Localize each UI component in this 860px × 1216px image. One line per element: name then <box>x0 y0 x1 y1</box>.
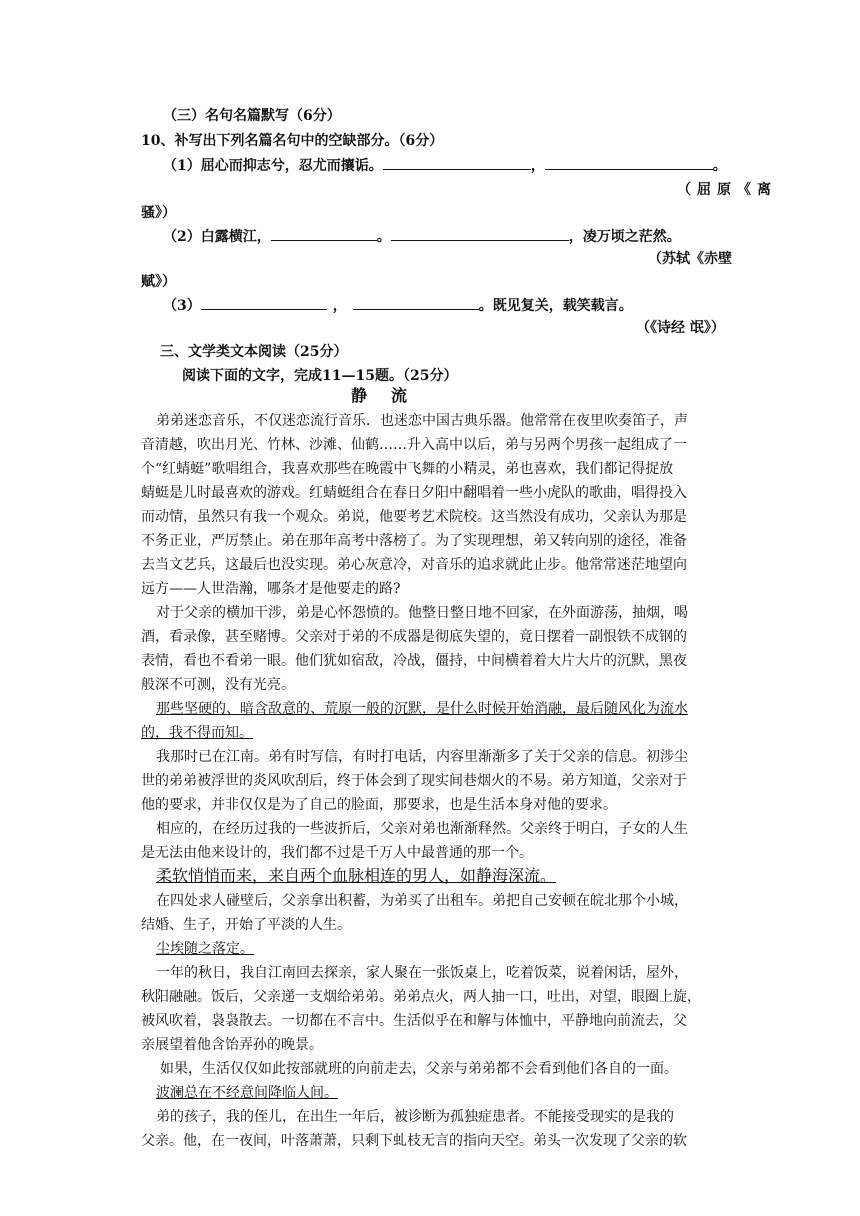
underlined-sentence: 柔软悄悄而来，来自两个血脉相连的男人，如静海深流。 <box>156 866 557 885</box>
article-line: 秋阳融融。饭后，父亲递一支烟给弟弟。弟弟点火，两人抽一口，吐出，对望，眼圈上旋， <box>141 989 701 1005</box>
article-line: 远方——人世浩瀚，哪条才是他要走的路? <box>141 581 401 597</box>
underlined-sentence: 的，我不得而知。 <box>141 725 253 741</box>
source-citation: 赋》） <box>141 274 176 290</box>
question-2 <box>163 226 681 247</box>
article-line: 他的要求，并非仅仅是为了自己的脸面，那要求，也是生活本身对他的要求。 <box>141 797 617 813</box>
question-1-text: （1）屈心而抑志兮，忍尤而攘诟。 <box>163 158 383 174</box>
underlined-sentence: 那些坚硬的、暗含敌意的、荒原一般的沉默，是什么时候开始消融，最后随风化为流水 <box>156 701 688 717</box>
article-line: 一年的秋日，我自江南回去探亲，家人聚在一张饭桌上，吃着饭菜，说着闲话，屋外， <box>156 965 688 981</box>
article-title: 静 流 <box>351 386 412 405</box>
article-line: 我那时已在江南。弟有时写信，有时打电话，内容里渐渐多了关于父亲的信息。初涉尘 <box>156 749 688 765</box>
source-citation: （苏轼《赤壁 <box>648 251 732 267</box>
article-line: 音清越，吹出月光、竹林、沙滩、仙鹤……升入高中以后，弟与另两个男孩一起组成了一 <box>141 437 687 453</box>
question-3 <box>163 295 633 316</box>
article-line: 去当文艺兵，这最后也没实现。弟心灰意冷，对音乐的追求就此止步。他常常迷茫地望向 <box>141 557 687 573</box>
article-line: 对于父亲的横加干涉，弟是心怀怨愤的。他整日整日地不回家，在外面游荡，抽烟，喝 <box>156 605 688 621</box>
section-heading: 三、文学类文本阅读（25分） <box>160 344 348 360</box>
section-heading: （三）名句名篇默写（6分） <box>163 108 341 124</box>
blank-separator: ， <box>530 158 545 174</box>
source-citation: （《诗经 氓》） <box>636 320 725 336</box>
answer-blank[interactable] <box>545 155 713 170</box>
article-line: 表情，看也不看弟一眼。他们犹如宿敌，冷战，僵持，中间横着着大片大片的沉默，黑夜 <box>141 653 687 669</box>
article-line: 亲展望着他含饴弄孙的晚景。 <box>141 1037 323 1053</box>
line-end: 。 <box>712 158 727 174</box>
article-line: 父亲。他，在一夜间，叶落萧萧，只剩下虬枝无言的指向天空。弟头一次发现了父亲的软 <box>141 1133 687 1149</box>
instruction-text: 阅读下面的文字，完成11—15题。（25分） <box>182 368 458 384</box>
article-line: 相应的，在经历过我的一些波折后，父亲对弟也渐渐释然。父亲终于明白，子女的人生 <box>156 821 688 837</box>
source-citation: 骚》） <box>141 205 176 221</box>
answer-blank[interactable] <box>353 295 479 310</box>
article-line: 弟的孩子，我的侄儿，在出生一年后，被诊断为孤独症患者。不能接受现实的是我的 <box>156 1109 674 1125</box>
question-3-text-end: 。既见复关，载笑载言。 <box>478 298 633 314</box>
source-citation: （屈原《离 <box>677 182 777 198</box>
answer-blank[interactable] <box>271 226 377 241</box>
article-line: 而动情，虽然只有我一个观众。弟说，他要考艺术院校。这当然没有成功，父亲认为那是 <box>141 509 687 525</box>
question-3-text: （3） <box>163 298 201 314</box>
answer-blank[interactable] <box>391 226 569 241</box>
article-line: 被风吹着，袅袅散去。一切都在不言中。生活似乎在和解与体恤中，平静地向前流去，父 <box>141 1013 687 1029</box>
answer-blank[interactable] <box>201 295 327 310</box>
article-line: 世的弟弟被浮世的炎风吹刮后，终于体会到了现实间巷烟火的不易。弟方知道，父亲对于 <box>141 773 687 789</box>
article-line: 是无法由他来设计的，我们都不过是千万人中最普通的那一个。 <box>141 845 533 861</box>
article-line: 个“红蜻蜓”歌唱组合，我喜欢那些在晚霞中飞舞的小精灵，弟也喜欢，我们都记得捉放 <box>141 461 674 477</box>
answer-blank[interactable] <box>383 155 531 170</box>
underlined-sentence: 尘埃随之落定。 <box>156 941 254 957</box>
question-10-title: 10、补写出下列名篇名句中的空缺部分。（6分） <box>141 133 444 149</box>
article-line: 酒，看录像，甚至赌博。父亲对于弟的不成器是彻底失望的，竟日摆着一副恨铁不成钢的 <box>141 629 687 645</box>
question-2-text: （2）白露横江， <box>163 229 271 245</box>
article-line: 如果，生活仅仅如此按部就班的向前走去，父亲与弟弟都不会看到他们各自的一面。 <box>160 1061 678 1077</box>
article-line: 在四处求人碰壁后，父亲拿出积蓄，为弟买了出租车。弟把自己安顿在皖北那个小城， <box>156 893 688 909</box>
article-line: 蜻蜓是儿时最喜欢的游戏。红蜻蜓组合在春日夕阳中翻唱着一些小虎队的歌曲，唱得投入 <box>141 485 687 501</box>
blank-separator: ， <box>332 298 347 314</box>
question-1 <box>163 155 727 176</box>
underlined-sentence: 波澜总在不经意间降临人间。 <box>156 1085 338 1101</box>
question-2-text-end: ，凌万顷之茫然。 <box>568 229 681 245</box>
article-line: 不务正业，严厉禁止。弟在那年高考中落榜了。为了实现理想，弟又转向别的途径，准备 <box>141 533 687 549</box>
article-line: 般深不可测，没有光亮。 <box>141 677 295 693</box>
article-line: 结婚、生子，开始了平淡的人生。 <box>141 917 351 933</box>
article-line: 弟弟迷恋音乐，不仅迷恋流行音乐．也迷恋中国古典乐器。他常常在夜里吹奏笛子，声 <box>156 413 688 429</box>
blank-separator: 。 <box>376 229 391 245</box>
